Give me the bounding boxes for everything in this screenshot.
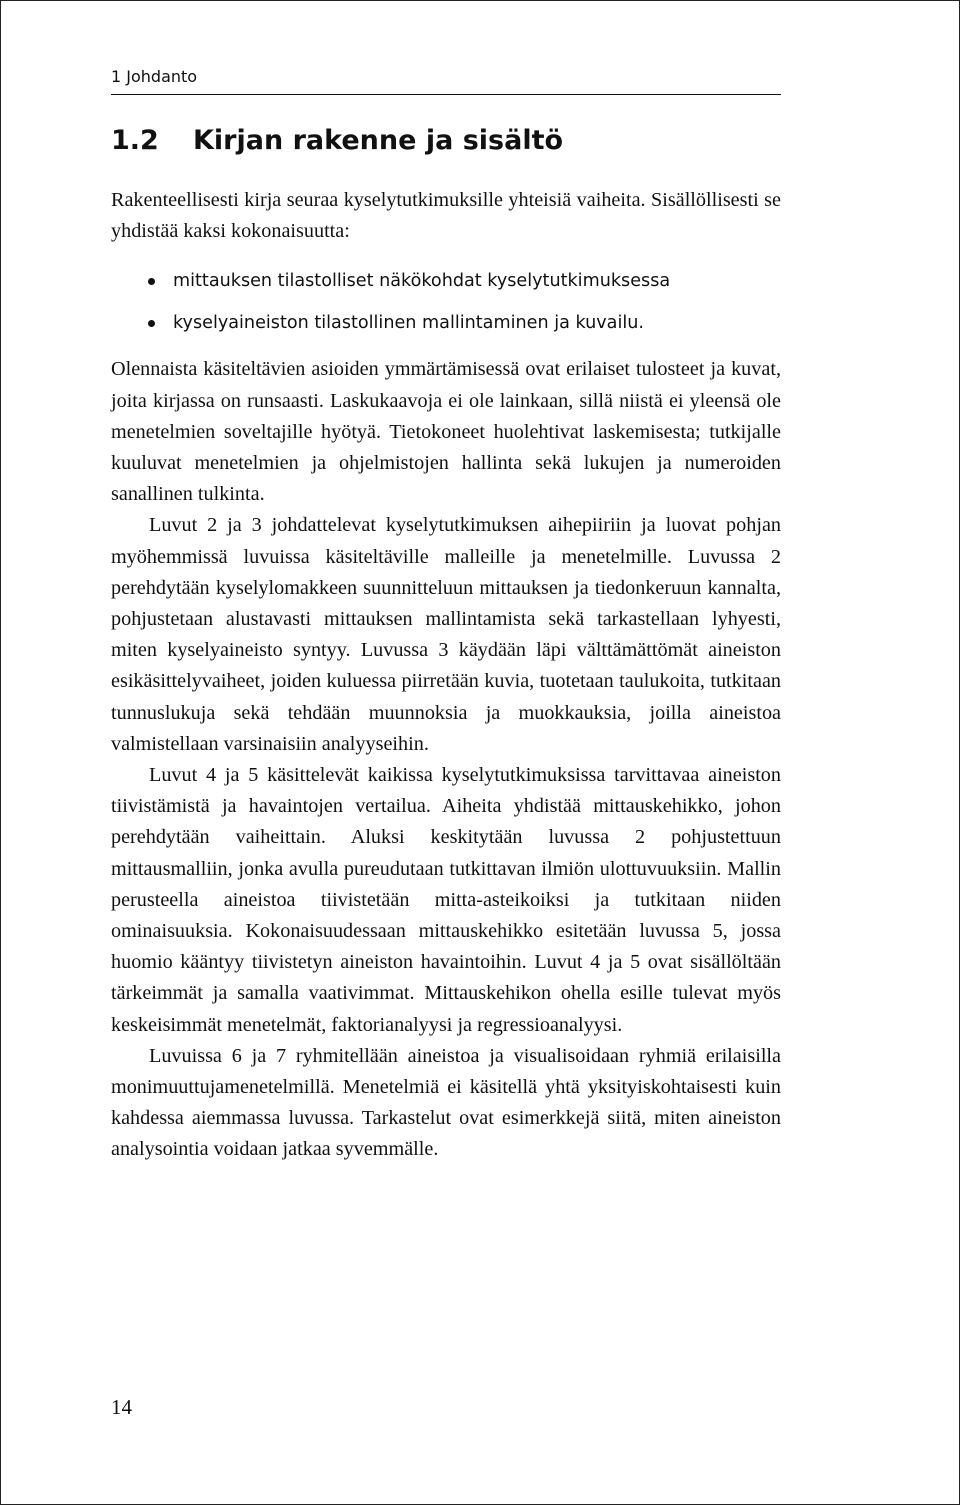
- running-header: 1 Johdanto: [111, 67, 198, 86]
- paragraph: Luvuissa 6 ja 7 ryhmitellään aineistoa ja visualisoidaan ryhmiä erilaisilla monimuuttujamenetelmillä. Menetelmiä ei käsitellä yhtä yksityiskohtaisesti kuin kahdessa aiemmassa luvussa. Tarkastelut ovat esimerkkejä siitä, miten aineiston analysointia voidaan jatkaa syvemmälle.: [111, 1044, 781, 1161]
- page-number: 14: [111, 1395, 132, 1419]
- bullet-icon: [148, 320, 155, 327]
- bullet-text: mittauksen tilastolliset näkökohdat kyselytutkimuksessa: [173, 271, 671, 292]
- bullet-item: [111, 260, 781, 302]
- body-text: [111, 185, 781, 1166]
- bullet-text: kyselyaineiston tilastollinen mallintaminen ja kuvailu.: [173, 313, 644, 334]
- section-heading: [111, 123, 781, 159]
- section-number: 1.2: [111, 125, 159, 156]
- intro-paragraph: Rakenteellisesti kirja seuraa kyselytutkimuksille yhteisiä vaiheita. Sisällöllisesti se yhdistää kaksi kokonaisuutta:: [111, 189, 781, 243]
- bullet-icon: [148, 278, 155, 285]
- section-title: Kirjan rakenne ja sisältö: [193, 125, 564, 156]
- paragraph: Olennaista käsiteltävien asioiden ymmärtämisessä ovat erilaiset tulosteet ja kuvat, joita kirjassa on runsaasti. Laskukaavoja ei ole lainkaan, sillä niistä ei yleensä ole menetelmien soveltajille hyötyä. Tietokoneet huolehtivat laskemisesta; tutkijalle kuuluvat menetelmien ja ohjelmistojen hallinta sekä lukujen ja numeroiden sanallinen tulkinta.: [111, 358, 781, 506]
- paragraph: Luvut 2 ja 3 johdattelevat kyselytutkimuksen aihepiiriin ja luovat pohjan myöhemmissä luvuissa käsiteltäville malleille ja menetelmille. Luvussa 2 perehdytään kyselylomakkeen suunnitteluun mittauksen ja tiedonkeruun kannalta, pohjustetaan alustavasti mittauksen mallintamista sekä tarkastellaan lyhyesti, miten kyselyaineisto syntyy. Luvussa 3 käydään läpi välttämättömät aineiston esikäsittelyvaiheet, joiden kuluessa piirretään kuvia, tuotetaan taulukoita, tutkitaan tunnuslukuja sekä tehdään muunnoksia ja muokkauksia, joilla aineistoa valmistellaan varsinaisiin analyyseihin.: [111, 514, 781, 755]
- paragraph: Luvut 4 ja 5 käsittelevät kaikissa kyselytutkimuksissa tarvittavaa aineiston tiivistämistä ja havaintojen vertailua. Aiheita yhdistää mittauskehikko, johon perehdytään vaiheittain. Aluksi keskitytään luvussa 2 pohjustettuun mittausmalliin, jonka avulla pureudutaan tutkittavan ilmiön ulottuvuuksiin. Mallin perusteella aineistoa tiivistetään mitta-asteikoiksi ja tutkitaan niiden ominaisuuksia. Kokonaisuudessaan mittauskehikko esitetään luvussa 5, jossa huomio kääntyy tiivistetyn aineiston havaintoihin. Luvut 4 ja 5 ovat sisällöltään tärkeimmät ja samalla vaativimmat. Mittauskehikon ohella esille tulevat myös keskeisimmät menetelmät, faktorianalyysi ja regressioanalyysi.: [111, 764, 781, 1036]
- bullet-list: [111, 260, 781, 344]
- bullet-item: [111, 302, 781, 344]
- header-rule: [111, 94, 781, 95]
